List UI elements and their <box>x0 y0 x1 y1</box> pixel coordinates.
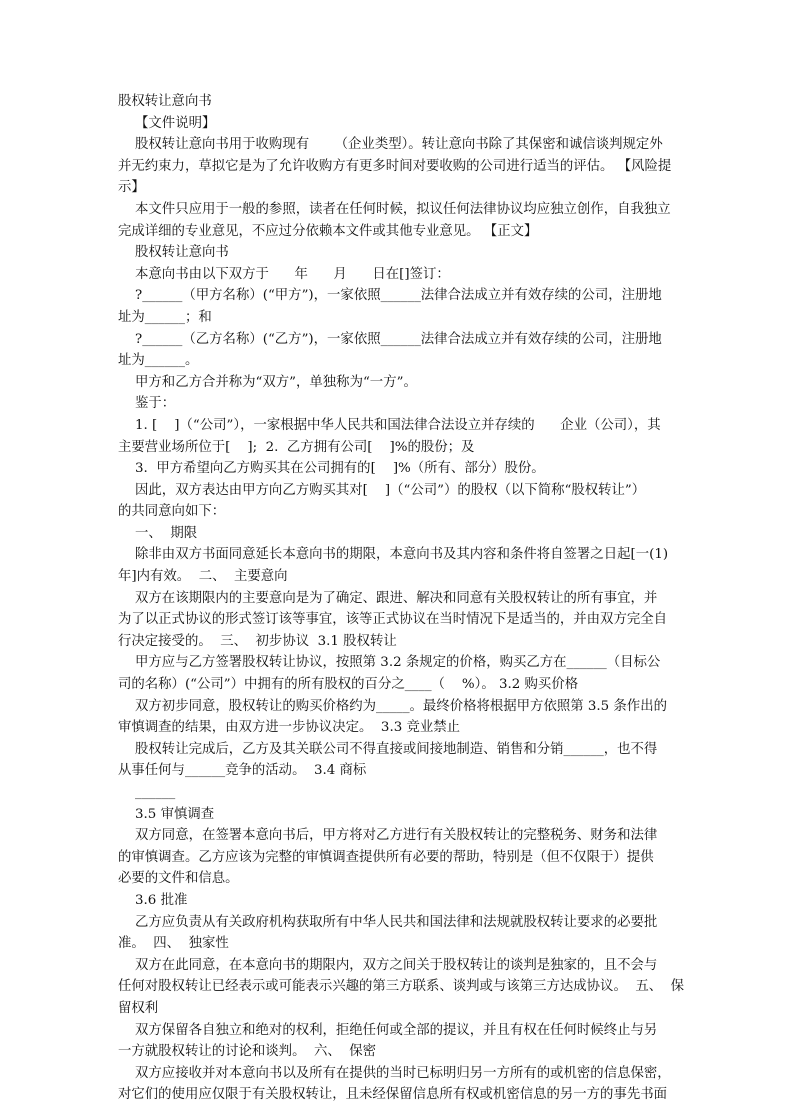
text-line: 1. [ ]（“公司”），一家根据中华人民共和国法律合法设立并存续的 企业（公司），其 <box>118 417 661 433</box>
text-line: 一方就股权转让的讨论和谈判。 六、 保密 <box>118 1044 377 1060</box>
text-line: 址为______；和 <box>118 309 212 325</box>
text-line: 行决定接受的。 三、 初步协议 3.1 股权转让 <box>118 633 397 649</box>
text-line: 完成详细的专业意见，不应过分依赖本文件或其他专业意见。 【正文】 <box>118 223 538 239</box>
text-line: 甲方应与乙方签署股权转让协议，按照第 3.2 条规定的价格，购买乙方在______（目标公 <box>118 655 661 671</box>
text-line: 对它们的使用应仅限于有关股权转让，且未经保留信息所有权或机密信息的另一方的事先书面 <box>118 1087 668 1103</box>
text-line: 任何对股权转让已经表示或可能表示兴趣的第三方联系、谈判或与该第三方达成协议。 五、 保 <box>118 979 685 995</box>
text-line: 的审慎调查。乙方应该为完整的审慎调查提供所有必要的帮助，特别是（但不仅限于）提供 <box>118 849 654 865</box>
text-line: 双方保留各自独立和绝对的权利，拒绝任何或全部的提议，并且有权在任何时候终止与另 <box>118 1022 658 1038</box>
text-line: 甲方和乙方合并称为“双方”，单独称为“一方”。 <box>118 374 417 390</box>
text-line: 本意向书由以下双方于 年 月 日在[]签订： <box>118 266 450 282</box>
text-line: 址为______。 <box>118 353 199 369</box>
text-line: 双方应接收并对本意向书以及所有在提供的当时已标明归另一方所有的或机密的信息保密， <box>118 1065 671 1081</box>
text-line: 留权利 <box>118 1000 159 1016</box>
text-line: 为了以正式协议的形式签订该等事宜，该等正式协议在当时情况下是适当的，并由双方完全自 <box>118 612 668 628</box>
text-line: 双方同意，在签署本意向书后，甲方将对乙方进行有关股权转让的完整税务、财务和法律 <box>118 828 658 844</box>
text-line: 鉴于： <box>118 396 176 412</box>
text-line: 年]内有效。 二、 主要意向 <box>118 569 288 585</box>
text-line: 审慎调查的结果，由双方进一步协议决定。 3.3 竞业禁止 <box>118 720 461 736</box>
text-line: 股权转让意向书 <box>118 94 212 109</box>
text-line: 一、 期限 <box>118 525 198 541</box>
text-line: 并无约束力，草拟它是为了允许收购方有更多时间对要收购的公司进行适当的评估。 【风险提 <box>118 158 672 174</box>
text-line: 3. 甲方希望向乙方购买其在公司拥有的[ ]%（所有、部分）股份。 <box>118 461 545 477</box>
text-line: 示】 <box>118 180 145 196</box>
text-line: 3.6 批准 <box>118 892 188 908</box>
text-line: 3.5 审慎调查 <box>118 806 215 822</box>
text-line: 从事任何与______竞争的活动。 3.4 商标 <box>118 763 367 779</box>
text-line: 股权转让意向书 <box>118 245 229 261</box>
text-line: 双方在该期限内的主要意向是为了确定、跟进、解决和同意有关股权转让的所有事宜，并 <box>118 590 658 606</box>
text-line: ?______（甲方名称）(“甲方”)，一家依照______法律合法成立并有效存续的公司，注册地 <box>118 288 662 304</box>
text-line: 【文件说明】 <box>118 115 216 131</box>
document-page <box>118 91 686 1106</box>
text-line: 因此，双方表达由甲方向乙方购买其对[ ]（“公司”）的股权（以下简称“股权转让”） <box>118 482 646 498</box>
text-line: 除非由双方书面同意延长本意向书的期限，本意向书及其内容和条件将自签署之日起[一(1) <box>118 547 669 563</box>
text-line: 乙方应负责从有关政府机构获取所有中华人民共和国法律和法规就股权转让要求的必要批 <box>118 914 658 930</box>
text-line: 司的名称）(“公司”）中拥有的所有股权的百分之____（ %）。 3.2 购买价格 <box>118 677 579 693</box>
text-line: ______ <box>118 785 176 800</box>
text-line: 股权转让完成后，乙方及其关联公司不得直接或间接地制造、销售和分销______，也不得 <box>118 741 658 757</box>
text-line: 本文件只应用于一般的参照，读者在任何时候，拟议任何法律协议均应独立创作，自我独立 <box>118 201 671 217</box>
text-line: 主要营业场所位于[ ]; 2. 乙方拥有公司[ ]%的股份；及 <box>118 439 475 455</box>
text-line: 双方在此同意，在本意向书的期限内，双方之间关于股权转让的谈判是独家的，且不会与 <box>118 957 658 973</box>
text-line: 准。 四、 独家性 <box>118 936 229 952</box>
text-line: ?______（乙方名称）(“乙方”)，一家依照______法律合法成立并有效存续的公司，注册地 <box>118 331 662 347</box>
text-line: 必要的文件和信息。 <box>118 871 239 887</box>
text-line: 的共同意向如下： <box>118 504 226 520</box>
text-line: 双方初步同意，股权转让的购买价格约为_____。最终价格将根据甲方依照第 3.5 条作出的 <box>118 698 667 714</box>
text-line: 股权转让意向书用于收购现有 （企业类型）。转让意向书除了其保密和诚信谈判规定外 <box>118 137 663 153</box>
